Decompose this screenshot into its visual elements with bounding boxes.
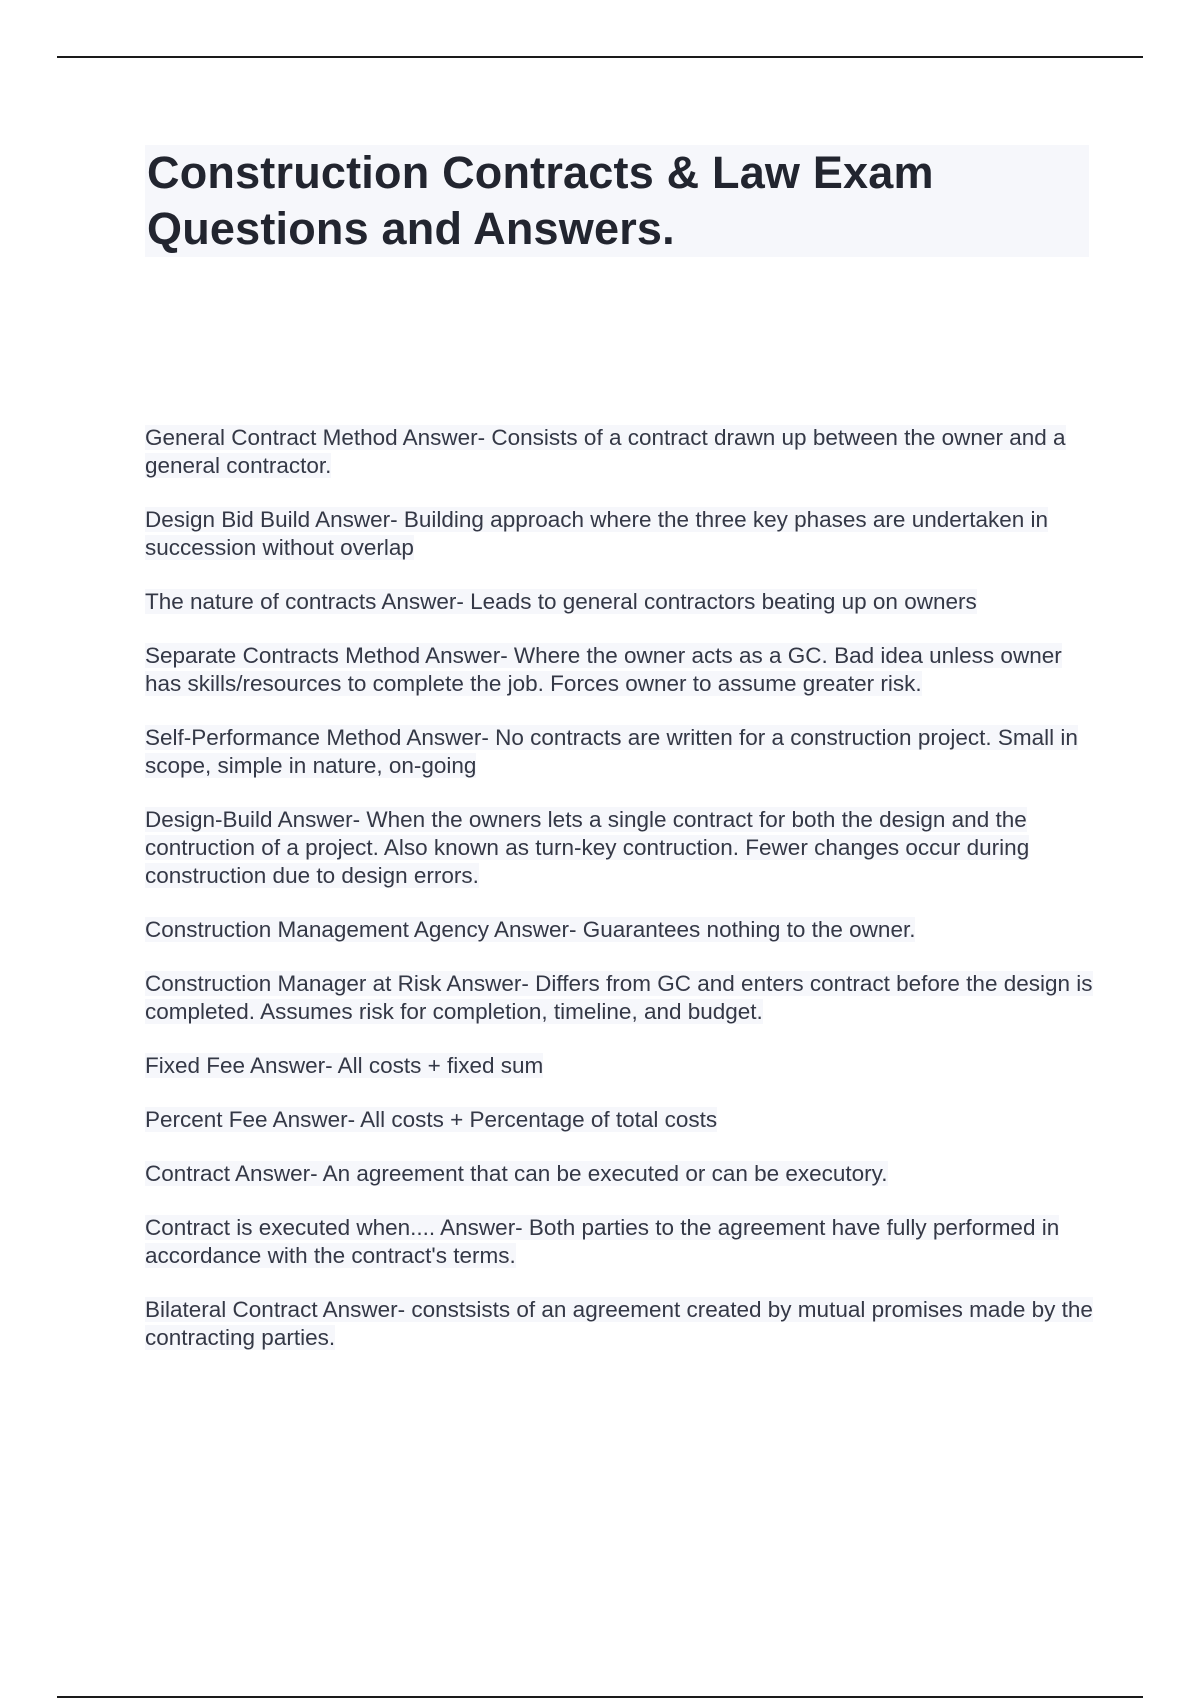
qa-text: Design Bid Build Answer- Building approach where the three key phases are undertaken in succession without overlap xyxy=(145,507,1049,560)
qa-list xyxy=(145,424,1095,1378)
qa-text: Fixed Fee Answer- All costs + fixed sum xyxy=(145,1053,544,1078)
qa-text: Bilateral Contract Answer- constsists of an agreement created by mutual promises made by the contracting parties. xyxy=(145,1297,1093,1350)
qa-item xyxy=(145,1052,1095,1080)
qa-text: Self-Performance Method Answer- No contracts are written for a construction project. Small in scope, simple in nature, on-going xyxy=(145,725,1078,778)
qa-text: Separate Contracts Method Answer- Where the owner acts as a GC. Bad idea unless owner has skills/resources to complete the job. Forces owner to assume greater risk. xyxy=(145,643,1062,696)
qa-item xyxy=(145,970,1095,1026)
qa-item xyxy=(145,506,1095,562)
page-title: Construction Contracts & Law Exam Questions and Answers. xyxy=(147,147,934,254)
qa-item xyxy=(145,1214,1095,1270)
qa-item xyxy=(145,642,1095,698)
qa-text: Construction Management Agency Answer- Guarantees nothing to the owner. xyxy=(145,917,916,942)
qa-item xyxy=(145,916,1095,944)
qa-item xyxy=(145,424,1095,480)
qa-text: The nature of contracts Answer- Leads to general contractors beating up on owners xyxy=(145,589,977,614)
bottom-divider xyxy=(57,1696,1143,1698)
qa-text: Contract Answer- An agreement that can be executed or can be executory. xyxy=(145,1161,888,1186)
qa-text: Construction Manager at Risk Answer- Differs from GC and enters contract before the design is completed. Assumes risk for completion, timeline, and budget. xyxy=(145,971,1093,1024)
qa-item xyxy=(145,806,1095,890)
qa-text: Design-Build Answer- When the owners lets a single contract for both the design and the contruction of a project. Also known as turn-key contruction. Fewer changes occur during construction due to design errors. xyxy=(145,807,1030,888)
qa-item xyxy=(145,588,1095,616)
qa-item xyxy=(145,1160,1095,1188)
qa-text: General Contract Method Answer- Consists of a contract drawn up between the owner and a general contractor. xyxy=(145,425,1066,478)
qa-text: Contract is executed when.... Answer- Both parties to the agreement have fully performed in accordance with the contract's terms. xyxy=(145,1215,1060,1268)
top-divider xyxy=(57,56,1143,58)
qa-text: Percent Fee Answer- All costs + Percentage of total costs xyxy=(145,1107,718,1132)
qa-item xyxy=(145,724,1095,780)
qa-item xyxy=(145,1296,1095,1352)
title-block xyxy=(145,145,1089,257)
qa-item xyxy=(145,1106,1095,1134)
